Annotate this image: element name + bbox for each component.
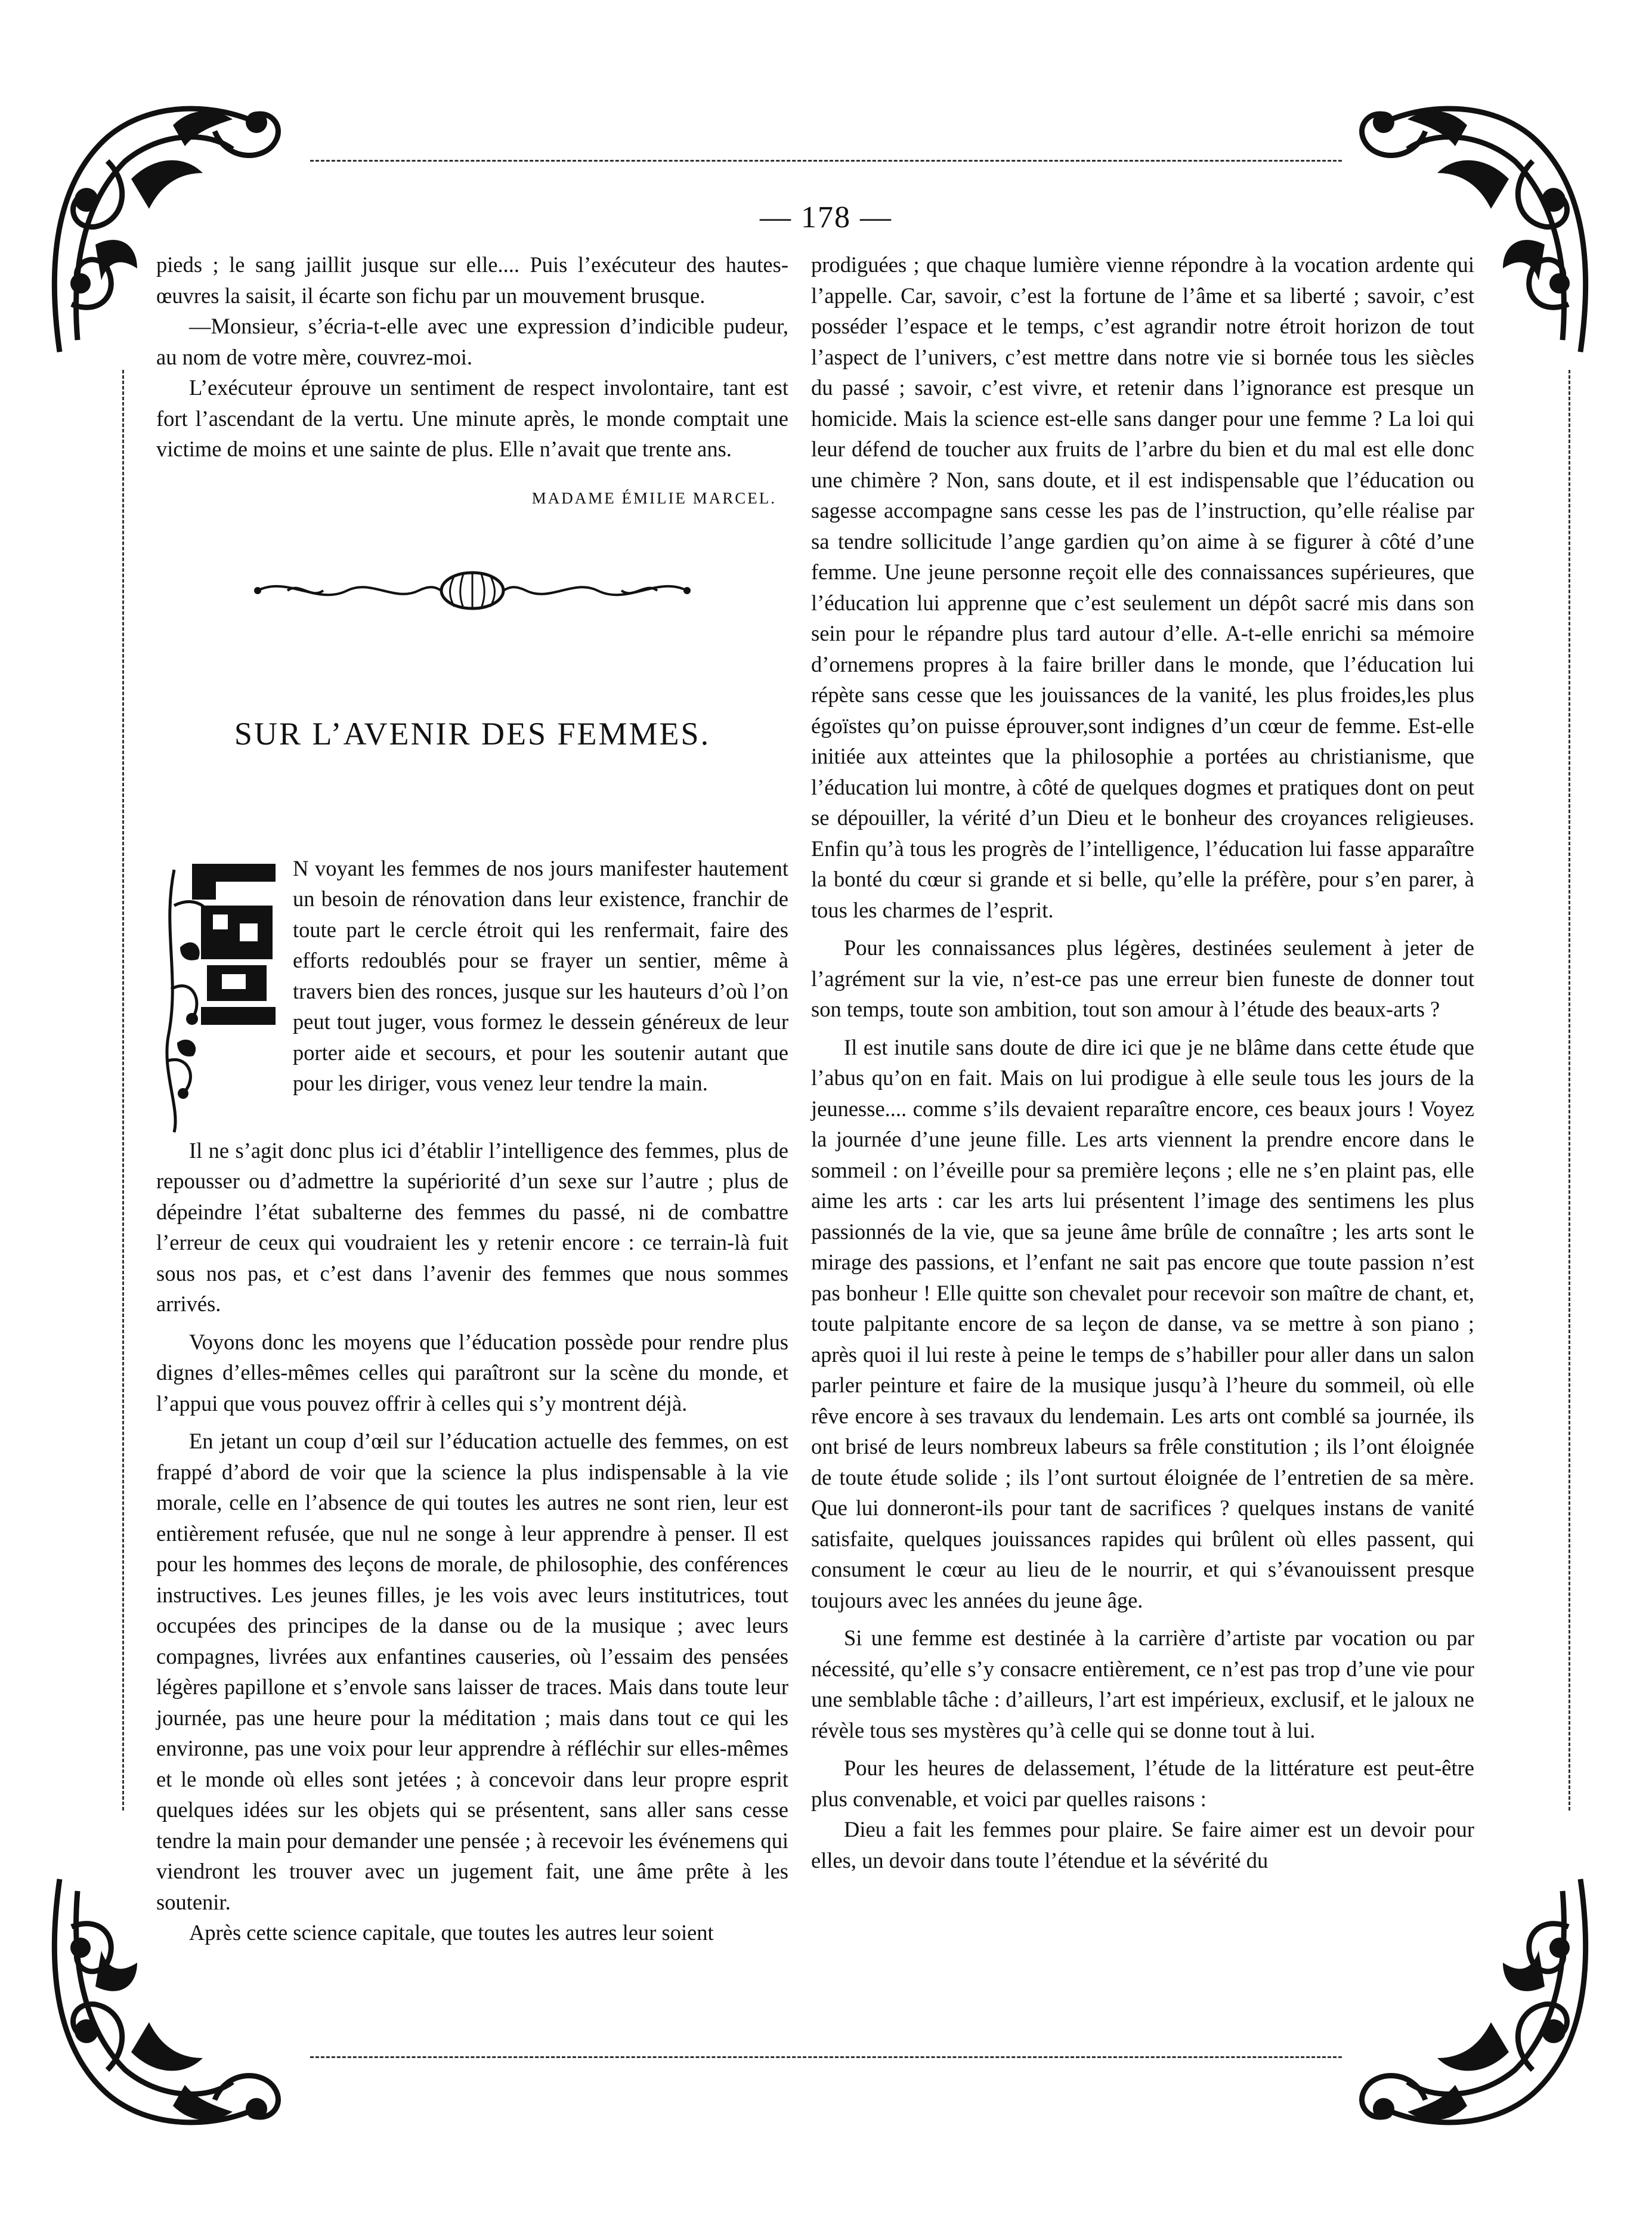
paragraph: L’exécuteur éprouve un sentiment de respect involontaire, tant est fort l’ascendant de la vertu. Une minute après, le monde comptait une victime de moins et une sainte de plus. Elle n’avait que trente ans. <box>156 375 788 461</box>
paragraph: —Monsieur, s’écria-t-elle avec une expression d’indicible pudeur, au nom de votre mère, couvrez-moi. <box>156 314 788 369</box>
paragraph: Pour les heures de delassement, l’étude de la littérature est peut-être plus convenable, et voici par quelles raisons : <box>811 1756 1474 1811</box>
paragraph: prodiguées ; que chaque lumière vienne répondre à la vocation ardente qui l’appelle. Car, savoir, c’est la fortune de l’âme et sa liberté ; savoir, c’est posséder l’espace et le temps, c’est agrandir notre étroit horizon de tout l’aspect de l’univers, c’est mettre dans notre vie si bornée tous les siècles du passé ; savoir, c’est vivre, et retenir dans l’ignorance est presque un homicide. Mais la science est-elle sans danger pour une femme ? La loi qui leur défend de toucher aux fruits de l’arbre du bien et du mal est elle donc une chimère ? Non, sans doute, et il est indispensable que l’éducation ou sagesse accompagne sans cesse les pas de l’instruction, qu’elle réalise par sa tendre sollicitude l’ange gardien qu’on aime à se figurer à côté d’une femme. Une jeune personne reçoit elle des connaissances supérieures, que l’éducation lui apprenne que c’est seulement un dépôt sacré mis dans son sein pour le répandre plus tard autour d’elle. A-t-elle enrichi sa mémoire d’ornemens propres à la faire briller dans le monde, que l’éducation lui répète sans cesse que les jouissances de la vanité, les plus froides,les plus égoïstes qu’on puisse éprouver,sont indignes d’un cœur de femme. Est-elle initiée aux atteintes que la philosophie a portées au christianisme, que l’éducation lui montre, à côté de quelques dogmes et pratiques dont on peut se dépouiller, la vérité d’un Dieu et le bonheur des croyances religieuses. Enfin qu’à tous les progrès de l’intelligence, l’éducation lui fasse apparaître la bonté du cœur si grande et si belle, qu’elle la préfère, pour s’en parer, à tous les charmes de l’esprit. <box>811 252 1474 922</box>
paragraph: Si une femme est destinée à la carrière d’artiste par vocation ou par nécessité, qu’elle s’y consacre entièrement, ce n’est pas trop d’une vie pour une semblable tâche : d’ailleurs, l’art est impérieux, exclusif, et le jaloux ne révèle tous ses mystères qu’à celle qui se donne tout à lui. <box>811 1626 1474 1742</box>
scroll-corner-icon <box>1330 1861 1604 2142</box>
frame-left-line <box>122 370 124 1810</box>
author-signature: MADAME ÉMILIE MARCEL. <box>531 489 776 507</box>
paragraph: Voyons donc les moyens que l’éducation possède pour rendre plus dignes d’elles-mêmes celles qui paraîtront sur la scène du monde, et l’appui que vous pouvez offrir à celles qui s’y montrent déjà. <box>156 1329 788 1416</box>
paragraph: En jetant un coup d’œil sur l’éducation actuelle des femmes, on est frappé d’abord de voir que la science la plus indispensable à la vie morale, celle en l’absence de qui toutes les autres ne sont rien, leur est entièrement refusée, que nul ne songe à leur apprendre à penser. Il est pour les hommes des leçons de morale, de philosophie, des conférences instructives. Les jeunes filles, je les vois avec leurs institutrices, tout occupées des principes de la danse ou de la musique ; avec leurs compagnes, livrées aux enfantines causeries, où l’essaim des pensées légères papillone et s’envole sans laisser de traces. Mais dans toute leur journée, pas une heure pour la méditation ; mais dans tout ce qui les environne, pas une voix pour leur apprendre à réfléchir sur elles-mêmes et le monde où elles sont jetées ; à concevoir dans leur propre esprit quelques idées sur les objets qui se présentent, sans aller sans cesse tendre la main pour demander une pensée ; à recevoir les événemens qui viendront les trouver avec un jugement fait, une âme prête à les soutenir. <box>156 1429 788 1914</box>
dropcap-ornament <box>156 858 284 1135</box>
frame-bottom-line <box>310 2056 1342 2058</box>
flourish-divider-icon <box>252 570 693 611</box>
opening-block <box>156 853 788 1135</box>
right-column <box>811 249 1474 1876</box>
corner-ornament-bottom-right <box>1330 1861 1604 2142</box>
paragraph: Pour les connaissances plus légères, destinées seulement à jeter de l’agrément sur la vie, n’est-ce pas une erreur bien funeste de donner tout son temps, toute son ambition, tout son amour à l’étude des beaux-arts ? <box>811 935 1474 1021</box>
left-column <box>156 249 788 1948</box>
section-title: SUR L’AVENIR DES FEMMES. <box>234 715 711 752</box>
vine-initial-icon <box>156 858 284 1135</box>
paragraph: pieds ; le sang jaillit jusque sur elle.... Puis l’exécuteur des hautes-œuvres la saisit, il écarte son fichu par un mouvement brusque. <box>156 252 788 308</box>
divider-ornament <box>252 570 693 611</box>
page-number: — 178 — <box>760 200 892 234</box>
opening-paragraph: N voyant les femmes de nos jours manifester hautement un besoin de rénovation dans leur existence, franchir de toute part le cercle étroit qui les renfermait, faire des efforts redoublés pour se frayer un sentier, même à travers bien des ronces, jusque sur les hauteurs d’où l’on peut tout juger, vous formez le dessein généreux de leur porter aide et secours, et pour les soutenir autant que pour les diriger, vous venez leur tendre la main. <box>293 855 788 1095</box>
paragraph: Il ne s’agit donc plus ici d’établir l’intelligence des femmes, plus de repousser ou d’admettre la supériorité d’un sexe sur l’autre ; plus de dépeindre l’état subalterne des femmes du passé, ni de combattre l’erreur de ceux qui voudraient les y retenir encore : ce terrain-là fuit sous nos pas, et c’est dans l’avenir des femmes que nous sommes arrivés. <box>156 1138 788 1316</box>
frame-right-line <box>1569 370 1570 1810</box>
paragraph: Après cette science capitale, que toutes les autres leur soient <box>189 1920 714 1945</box>
frame-top-line <box>310 160 1342 162</box>
paragraph: Il est inutile sans doute de dire ici que je ne blâme dans cette étude que l’abus qu’on en fait. Mais on lui prodigue à elle seule tous les jours de la jeunesse.... comme s’ils devaient reparaître encore, ces beaux jours ! Voyez la journée d’une jeune fille. Les arts viennent la prendre encore dans le sommeil : on l’éveille pour sa première leçons ; elle ne s’en plaint pas, elle aime les arts : car les arts lui présentent l’image des sentimens les plus passionnés de la vie, que sa jeune âme brûle de connaître ; les arts sont le mirage des passions, et l’enfant ne sait pas encore que toute passion n’est pas bonheur ! Elle quitte son chevalet pour recevoir son maître de chant, et, toute palpitante encore de sa leçon de danse, va se mettre à son piano ; après quoi il lui reste à peine le temps de s’habiller pour aller dans un salon parler peinture et faire de la musique jusqu’à l’heure du sommeil, où elle rêve encore à ses travaux du lendemain. Les arts ont comblé sa journée, ils ont brisé de leurs nombreux labeurs sa frêle constitution ; ils l’ont éloignée de toute étude solide ; ils l’ont surtout éloignée de l’entretien de sa mère. Que lui donneront-ils pour tant de sacrifices ? quelques instans de vanité satisfaite, quelques jouissances rapides qui brûlent où elles passent, qui consument le cœur au lieu de le nourrir, et qui s’évanouissent presque toujours avec les années du jeune âge. <box>811 1034 1474 1612</box>
paragraph: Dieu a fait les femmes pour plaire. Se faire aimer est un devoir pour elles, un devoir dans toute l’étendue et la sévérité du <box>811 1817 1474 1873</box>
